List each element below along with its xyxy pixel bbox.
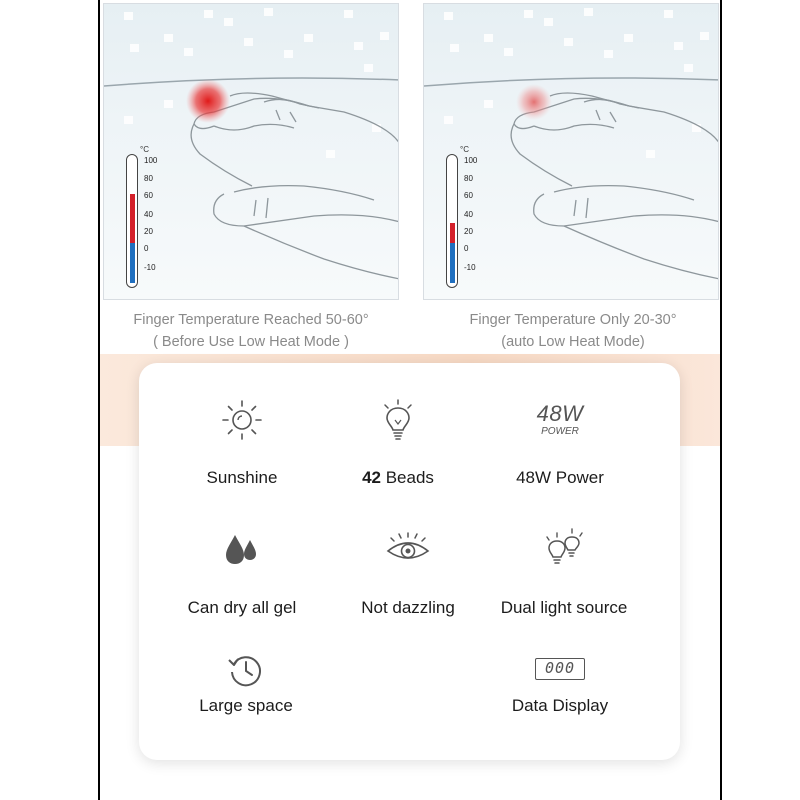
tick-label: -10 xyxy=(144,263,156,272)
feature-large-space xyxy=(171,650,321,715)
beads-text: Beads xyxy=(380,468,434,487)
tick-label: 40 xyxy=(464,210,473,219)
hot-fill xyxy=(450,223,455,244)
beads-count: 42 xyxy=(362,468,381,487)
feature-label: Dual light source xyxy=(500,598,628,617)
feature-label: Not dazzling xyxy=(361,598,455,617)
feature-label: Sunshine xyxy=(206,468,278,487)
cold-fill xyxy=(450,243,455,283)
feature-not-dazzling xyxy=(333,527,483,617)
feature-label: Data Display xyxy=(511,696,609,715)
feature-beads xyxy=(323,398,473,487)
tick-label: 60 xyxy=(144,191,153,200)
feature-power xyxy=(485,398,635,487)
hand-outline xyxy=(511,93,719,279)
feature-dual-light xyxy=(489,527,639,617)
tick-label: 100 xyxy=(144,156,158,165)
thermometer xyxy=(120,146,190,296)
caption-line: Finger Temperature Reached 50-60° xyxy=(133,312,369,328)
unit-label: °C xyxy=(460,145,469,154)
tick-label: 20 xyxy=(144,227,153,236)
droplets-icon xyxy=(220,527,264,571)
after-caption xyxy=(418,309,728,353)
after-image-panel xyxy=(423,3,719,300)
lamp-led-dots xyxy=(444,8,709,158)
thermometer xyxy=(440,146,510,296)
display-digits: 000 xyxy=(544,659,576,677)
power-caption: POWER xyxy=(541,426,579,437)
tick-label: 0 xyxy=(144,244,149,253)
caption-line: ( Before Use Low Heat Mode ) xyxy=(153,334,349,350)
tick-label: 60 xyxy=(464,191,473,200)
feature-dry-gel xyxy=(167,527,317,617)
feature-sunshine xyxy=(167,398,317,487)
before-caption xyxy=(96,309,406,353)
hand-outline xyxy=(191,93,399,279)
caption-line: (auto Low Heat Mode) xyxy=(501,334,645,350)
lamp-led-dots xyxy=(124,8,389,158)
right-border xyxy=(720,0,722,800)
display-icon xyxy=(535,658,585,680)
feature-label: 48W Power xyxy=(516,468,604,487)
dual-bulb-icon xyxy=(539,527,589,571)
tick-label: 20 xyxy=(464,227,473,236)
lamp-edge xyxy=(424,78,719,86)
eye-icon xyxy=(384,527,432,571)
tick-label: 100 xyxy=(464,156,478,165)
hot-fill xyxy=(130,194,135,243)
feature-label: Can dry all gel xyxy=(187,598,297,617)
history-clock-icon xyxy=(226,650,266,690)
before-image-panel xyxy=(103,3,399,300)
unit-label: °C xyxy=(140,145,149,154)
tick-label: 80 xyxy=(144,174,153,183)
tick-label: 80 xyxy=(464,174,473,183)
tick-label: -10 xyxy=(464,263,476,272)
feature-label xyxy=(323,468,473,488)
bulb-icon xyxy=(376,398,420,444)
caption-line: Finger Temperature Only 20-30° xyxy=(469,312,677,328)
feature-label: Large space xyxy=(199,696,293,715)
power-badge xyxy=(485,401,635,445)
heat-spot xyxy=(516,84,552,120)
tick-label: 40 xyxy=(144,210,153,219)
power-value: 48W xyxy=(536,401,584,426)
tick-label: 0 xyxy=(464,244,469,253)
feature-data-display xyxy=(485,650,635,715)
cold-fill xyxy=(130,243,135,283)
heat-spot xyxy=(186,79,230,123)
lamp-edge xyxy=(104,78,399,86)
sun-icon xyxy=(220,398,264,442)
